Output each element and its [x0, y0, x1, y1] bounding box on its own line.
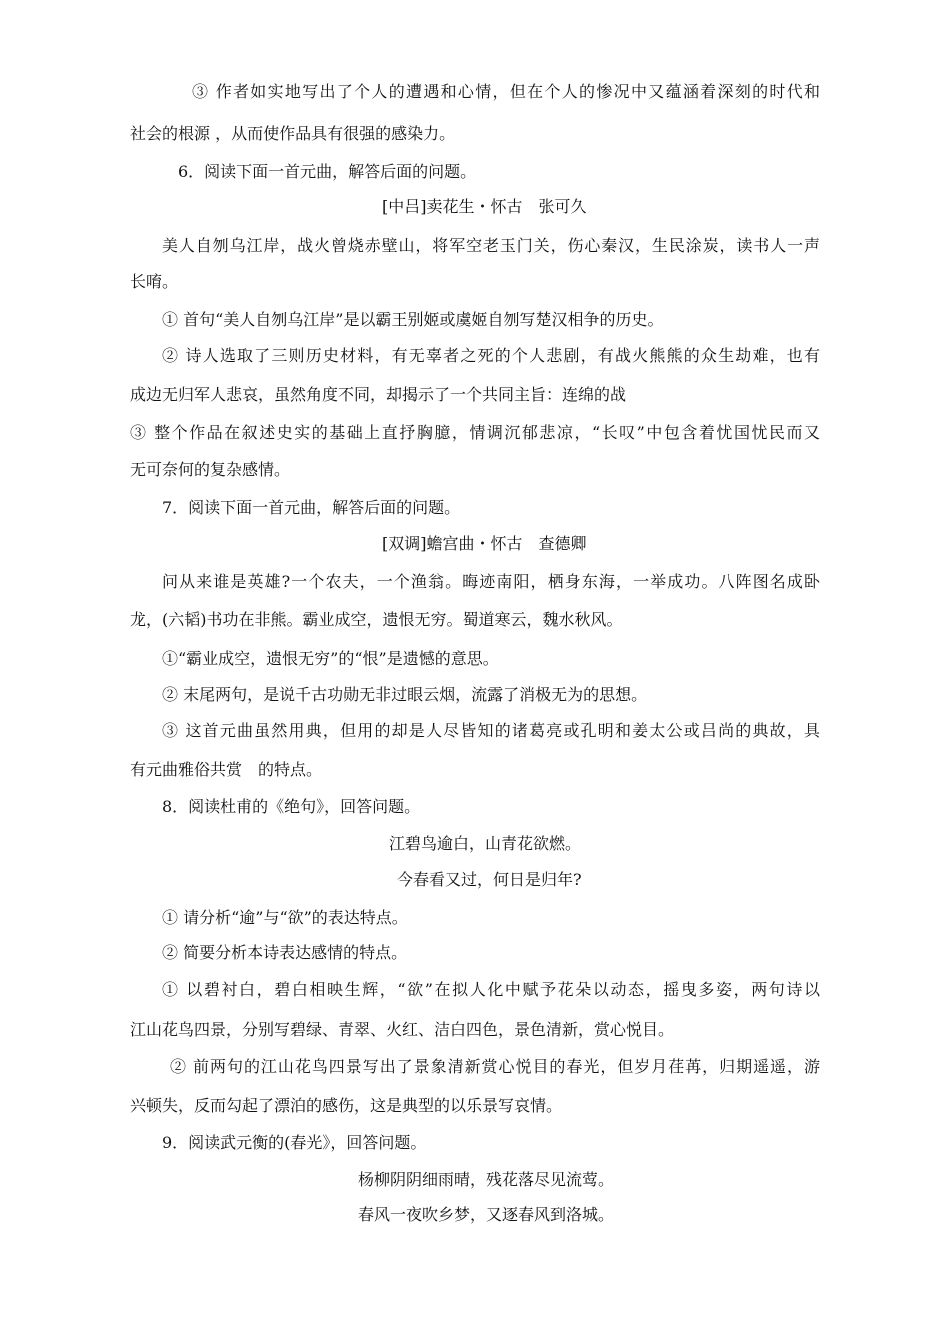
- answer-5-3-line-2: 社会的根源 ，从而使作品具有很强的感染力。: [130, 124, 456, 143]
- answer-6-3-line-2: 无可奈何的复杂感情。: [130, 460, 291, 479]
- poem-8-line-2: 今春看又过，何日是归年?: [397, 870, 582, 889]
- answer-8-2-line-2: 兴顿失，反而勾起了漂泊的感伤，这是典型的以乐景写哀情。: [130, 1096, 563, 1115]
- question-7-heading: 7．阅读下面一首元曲，解答后面的问题。: [162, 498, 461, 517]
- answer-6-2-line-2: 成边无归军人悲哀，虽然角度不同，却揭示了一个共同主旨：连绵的战: [130, 385, 627, 404]
- answer-5-3-line-1: ③ 作者如实地写出了个人的遭遇和心情，但在个人的惨况中又蕴涵着深刻的时代和: [192, 82, 820, 101]
- answer-7-3-line-2: 有元曲雅俗共赏 的特点。: [130, 760, 323, 779]
- poem-6-line-1: 美人自刎乌江岸，战火曾烧赤壁山，将军空老玉门关，伤心秦汉，生民涂炭，读书人一声: [162, 236, 820, 255]
- answer-6-1: ① 首句“美人自刎乌江岸”是以霸王别姬或虞姬自刎写楚汉相争的历史。: [162, 310, 664, 329]
- poem-9-line-1: 杨柳阴阴细雨晴，残花落尽见流莺。: [358, 1170, 615, 1189]
- answer-6-2-line-1: ② 诗人选取了三则历史材料，有无辜者之死的个人悲剧，有战火熊熊的众生劫难，也有: [162, 346, 820, 365]
- answer-6-3-line-1: ③ 整个作品在叙述史实的基础上直抒胸臆，情调沉郁悲凉，“长叹”中包含着忧国忧民而又: [130, 423, 820, 442]
- question-9-heading: 9．阅读武元衡的(春光》，回答问题。: [162, 1133, 427, 1152]
- poem-7-line-1: 问从来谁是英雄?一个农夫，一个渔翁。晦迹南阳，栖身东海，一举成功。八阵图名成卧: [162, 572, 820, 591]
- question-6-heading: 6．阅读下面一首元曲，解答后面的问题。: [178, 162, 477, 181]
- poem-7-line-2: 龙，(六韬)书功在非熊。霸业成空，遗恨无穷。蜀道寒云，魏水秋风。: [130, 610, 623, 629]
- answer-8-2-line-1: ② 前两句的江山花鸟四景写出了景象清新赏心悦目的春光，但岁月荏苒，归期遥遥，游: [170, 1057, 820, 1076]
- answer-7-2: ② 末尾两句，是说千古功勋无非过眼云烟，流露了消极无为的思想。: [162, 685, 648, 704]
- poem-6-title: [中吕]卖花生・怀古 张可久: [382, 197, 587, 216]
- answer-8-1-line-1: ① 以碧衬白，碧白相映生辉，“欲”在拟人化中赋予花朵以动态，摇曳多姿，两句诗以: [162, 980, 820, 999]
- question-8-heading: 8．阅读杜甫的《绝句》，回答问题。: [162, 797, 421, 816]
- answer-7-3-line-1: ③ 这首元曲虽然用典，但用的却是人尽皆知的诸葛亮或孔明和姜太公或吕尚的典故，具: [162, 721, 820, 740]
- question-8-1: ① 请分析“逾”与“欲”的表达特点。: [162, 908, 408, 927]
- poem-6-line-2: 长唷。: [130, 272, 179, 291]
- answer-8-1-line-2: 江山花鸟四景，分别写碧绿、青翠、火红、洁白四色，景色清新，赏心悦目。: [130, 1020, 675, 1039]
- poem-9-line-2: 春风一夜吹乡梦，又逐春风到洛城。: [358, 1205, 615, 1224]
- poem-8-line-1: 江碧鸟逾白，山青花欲燃。: [389, 834, 582, 853]
- poem-7-title: [双调]蟾宫曲・怀古 查德卿: [382, 534, 587, 553]
- answer-7-1: ①“霸业成空，遗恨无穷”的“恨”是遗憾的意思。: [162, 649, 499, 668]
- question-8-2: ② 简要分析本诗表达感情的特点。: [162, 943, 408, 962]
